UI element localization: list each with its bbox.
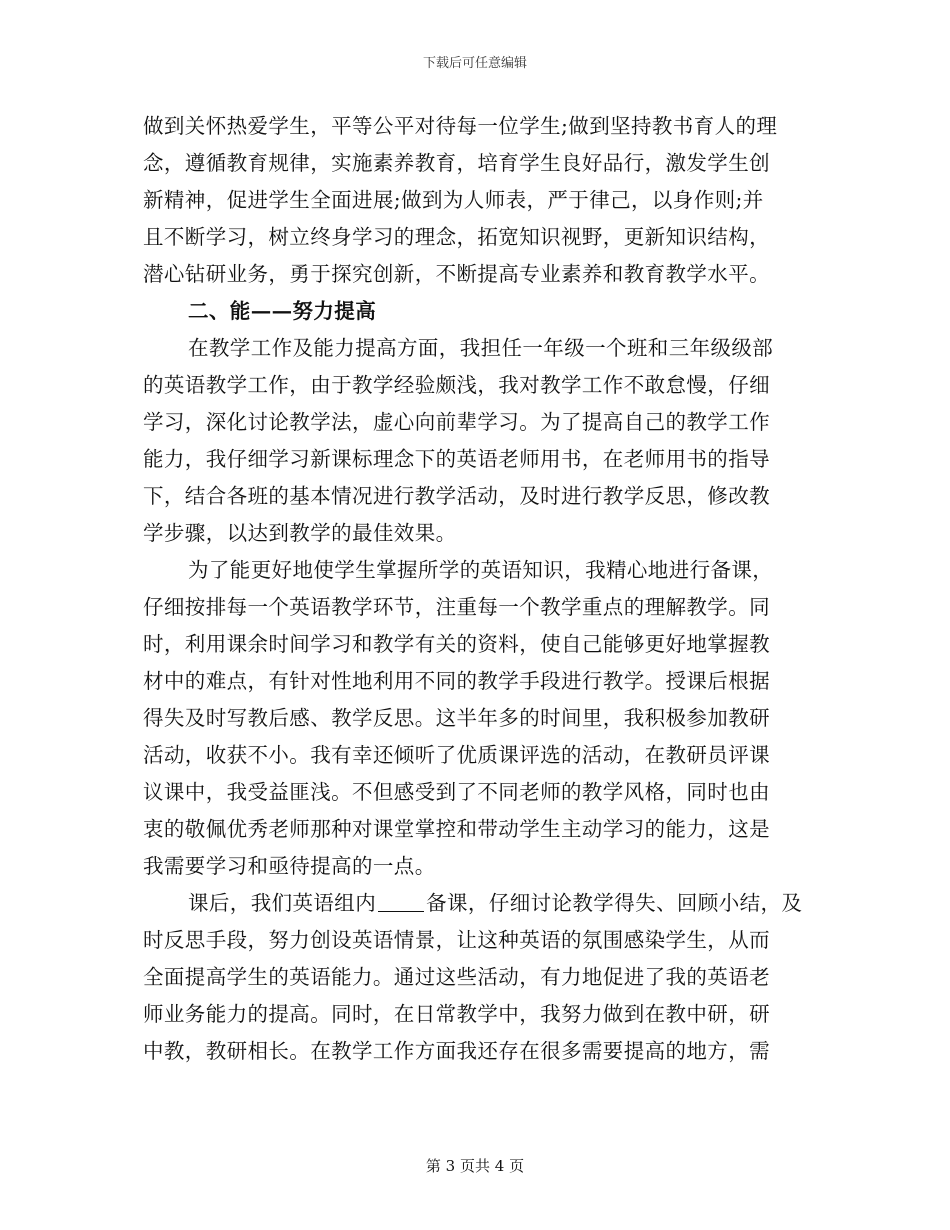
page-header: 下载后可任意编辑 — [422, 56, 527, 71]
text-line: 下，结合各班的基本情况进行教学活动，及时进行教学反思，修改教 — [143, 484, 770, 508]
text-line: 学习，深化讨论教学法，虚心向前辈学习。为了提高自己的教学工作 — [143, 410, 770, 434]
page-footer: 第 3 页共 4 页 — [425, 1157, 525, 1175]
text-line: 为了能更好地使学生掌握所学的英语知识，我精心地进行备课， — [188, 558, 774, 582]
text-line: 师业务能力的提高。同时，在日常教学中，我努力做到在教中研，研 — [143, 1002, 770, 1026]
text-line: 衷的敬佩优秀老师那种对课堂掌控和带动学生主动学习的能力，这是 — [143, 817, 770, 841]
text-line: 时，利用课余时间学习和教学有关的资料，使自己能够更好地掌握教 — [143, 632, 770, 656]
text-after-blank: 备课，仔细讨论教学得失、回顾小结，及 — [426, 891, 803, 915]
text-line: 材中的难点，有针对性地利用不同的教学手段进行教学。授课后根据 — [143, 669, 770, 693]
text-line-with-blank — [143, 885, 808, 922]
text-line: 的英语教学工作，由于教学经验颇浅，我对教学工作不敢怠慢，仔细 — [143, 373, 770, 397]
text-line: 我需要学习和亟待提高的一点。 — [143, 854, 436, 878]
text-line: 在教学工作及能力提高方面，我担任一年级一个班和三年级级部 — [188, 336, 774, 360]
text-line: 得失及时写教后感、教学反思。这半年多的时间里，我积极参加教研 — [143, 706, 770, 730]
text-line: 学步骤，以达到教学的最佳效果。 — [143, 521, 457, 545]
fill-in-blank — [378, 889, 424, 912]
text-before-blank: 课后，我们英语组内 — [188, 891, 377, 915]
text-line: 新精神，促进学生全面进展;做到为人师表，严于律己，以身作则;并 — [143, 188, 764, 212]
text-line: 议课中，我受益匪浅。不但感受到了不同老师的教学风格，同时也由 — [143, 780, 770, 804]
text-line: 活动，收获不小。我有幸还倾听了优质课评选的活动，在教研员评课 — [143, 743, 770, 767]
text-line: 能力，我仔细学习新课标理念下的英语老师用书，在老师用书的指导 — [143, 447, 770, 471]
text-line: 仔细按排每一个英语教学环节，注重每一个教学重点的理解教学。同 — [143, 595, 770, 619]
document-body — [143, 108, 808, 1070]
section-heading: 二、能——努力提高 — [188, 299, 377, 323]
text-line: 潜心钻研业务，勇于探究创新，不断提高专业素养和教育教学水平。 — [143, 262, 770, 286]
text-line: 全面提高学生的英语能力。通过这些活动，有力地促进了我的英语老 — [143, 965, 770, 989]
text-line: 中教，教研相长。在教学工作方面我还存在很多需要提高的地方，需 — [143, 1039, 770, 1063]
text-line: 时反思手段，努力创设英语情景，让这种英语的氛围感染学生，从而 — [143, 928, 770, 952]
text-line: 念，遵循教育规律，实施素养教育，培育学生良好品行，激发学生创 — [143, 151, 770, 175]
text-line: 且不断学习，树立终身学习的理念，拓宽知识视野，更新知识结构， — [143, 225, 770, 249]
text-line: 做到关怀热爱学生，平等公平对待每一位学生;做到坚持教书育人的理 — [143, 114, 778, 138]
